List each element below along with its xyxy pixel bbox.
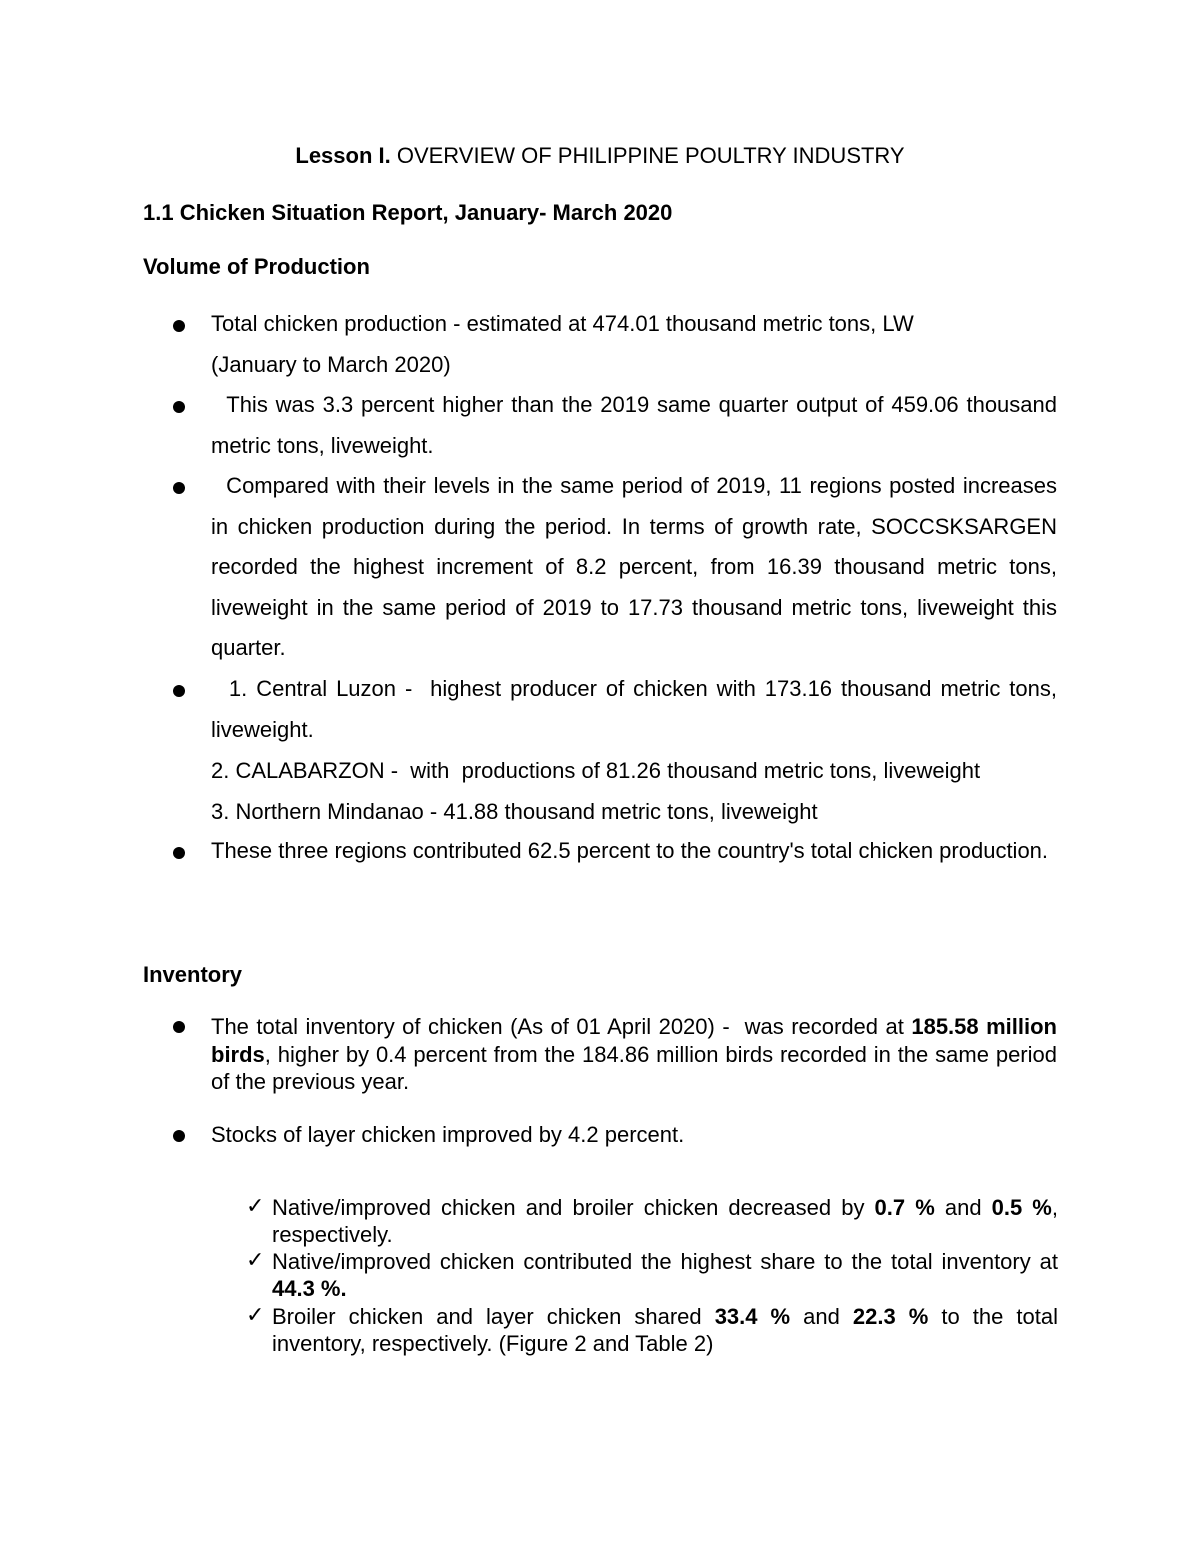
section-heading: 1.1 Chicken Situation Report, January- March 2020 bbox=[143, 200, 673, 225]
check-icon: ✓ bbox=[246, 1194, 265, 1219]
production-bullet-4-line-2: 2. CALABARZON - with productions of 81.26 thousand metric tons, liveweight bbox=[211, 758, 981, 783]
production-bullet-1-line-2: (January to March 2020) bbox=[211, 352, 451, 377]
bullet-icon bbox=[173, 401, 185, 413]
production-bullet-5: These three regions contributed 62.5 percent to the country's total chicken production. bbox=[211, 838, 1049, 863]
inventory-check-2: Native/improved chicken contributed the highest share to the total inventory at 44.3 %. bbox=[272, 1249, 1058, 1301]
bullet-icon bbox=[173, 320, 185, 332]
bullet-icon bbox=[173, 685, 185, 697]
production-bullet-2: This was 3.3 percent higher than the 2019 same quarter output of 459.06 thousand metric tons, liveweight. bbox=[211, 392, 1057, 458]
production-bullet-4-line-3: 3. Northern Mindanao - 41.88 thousand metric tons, liveweight bbox=[211, 799, 818, 824]
inventory-heading: Inventory bbox=[143, 962, 243, 987]
lesson-title: Lesson I. OVERVIEW OF PHILIPPINE POULTRY INDUSTRY bbox=[295, 143, 905, 168]
check-icon: ✓ bbox=[246, 1303, 265, 1328]
production-bullet-1-line-1: Total chicken production - estimated at 474.01 thousand metric tons, LW bbox=[211, 311, 914, 336]
production-bullet-4: 1. Central Luzon - highest producer of chicken with 173.16 thousand metric tons, liveweight. bbox=[211, 676, 1057, 742]
check-icon: ✓ bbox=[246, 1248, 265, 1273]
inventory-bullet-1: The total inventory of chicken (As of 01 April 2020) - was recorded at 185.58 million birds, higher by 0.4 percent from the 184.86 million birds recorded in the same period of the previous year. bbox=[211, 1014, 1057, 1094]
bullet-icon bbox=[173, 847, 185, 859]
inventory-check-3: Broiler chicken and layer chicken shared 33.4 % and 22.3 % to the total inventory, respectively. (Figure 2 and Table 2) bbox=[272, 1304, 1059, 1356]
bullet-icon bbox=[173, 1021, 185, 1033]
bullet-icon bbox=[173, 1130, 185, 1142]
inventory-check-1: Native/improved chicken and broiler chicken decreased by 0.7 % and 0.5 %, respectively. bbox=[272, 1195, 1058, 1247]
production-heading: Volume of Production bbox=[143, 254, 370, 279]
bullet-icon bbox=[173, 482, 185, 494]
inventory-bullet-2: Stocks of layer chicken improved by 4.2 percent. bbox=[211, 1122, 685, 1147]
production-bullet-3: Compared with their levels in the same period of 2019, 11 regions posted increases in chicken production during the period. In terms of growth rate, SOCCSKSARGEN recorded the highest increment of 8.2 percent, from 16.39 thousand metric tons, liveweight in the same period of 2019 to 17.73 thousand metric tons, liveweight this quarter. bbox=[211, 473, 1057, 661]
